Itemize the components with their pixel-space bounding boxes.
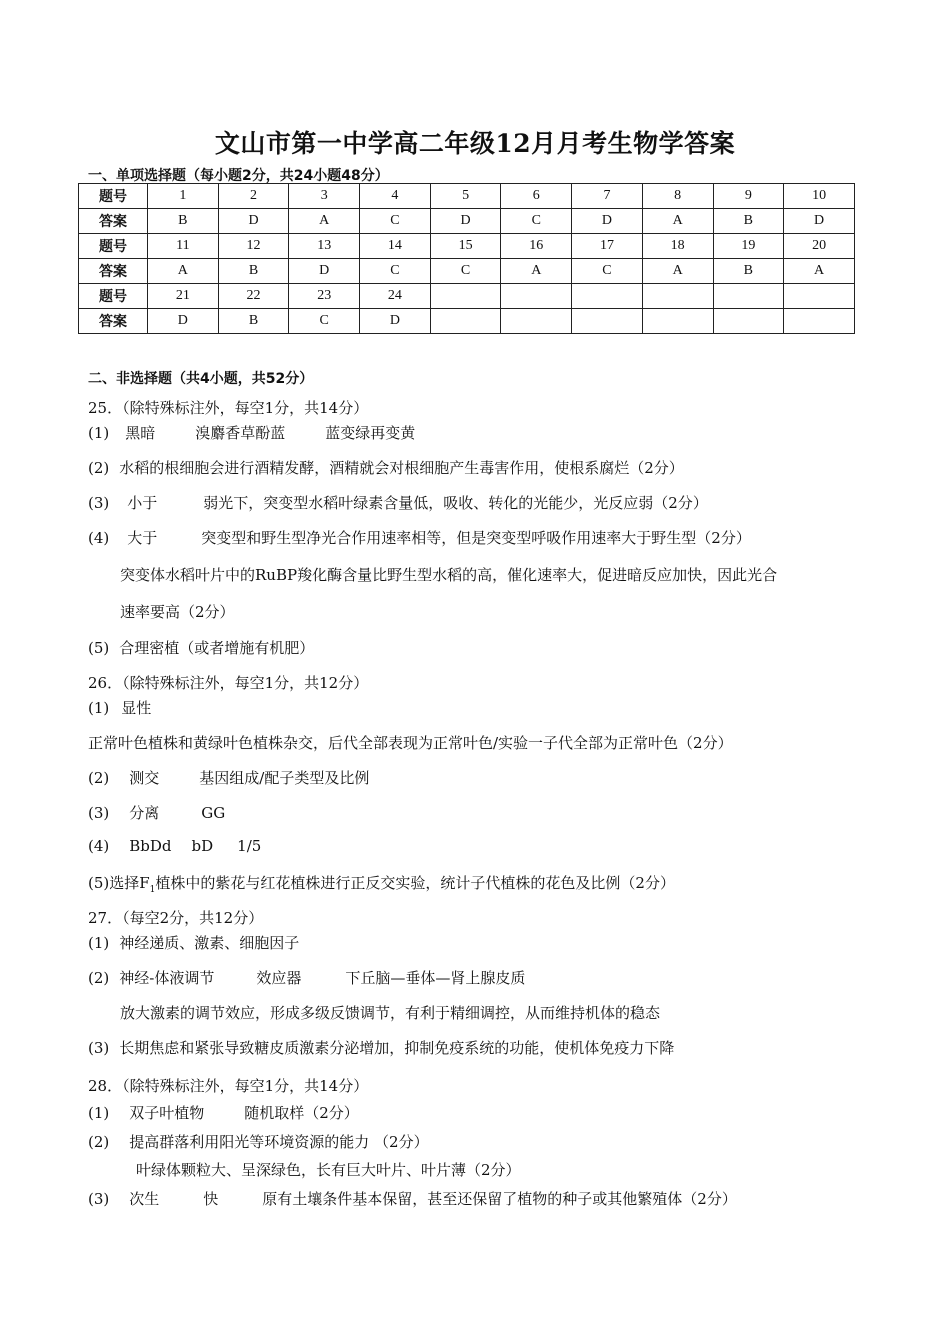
table-row-answers xyxy=(79,259,855,284)
answer-text: 蓝变绿再变黄 xyxy=(325,424,416,442)
answer-text: 随机取样（2分） xyxy=(244,1104,359,1122)
answer-cell: B xyxy=(218,309,289,334)
question-number-cell xyxy=(784,284,855,309)
q26-line3 xyxy=(88,802,225,823)
item-number: (2) xyxy=(88,459,110,477)
question-number-cell: 24 xyxy=(360,284,431,309)
item-number: (5) xyxy=(88,639,110,657)
answer-text: 提高群落利用阳光等环境资源的能力 （2分） xyxy=(129,1133,429,1151)
q25-line2 xyxy=(88,457,684,478)
answer-cell: B xyxy=(713,209,784,234)
question-number-cell: 2 xyxy=(218,184,289,209)
question-number-cell: 16 xyxy=(501,234,572,259)
answer-cell: A xyxy=(642,209,713,234)
answer-text: BbDd xyxy=(129,837,172,855)
q25-head: 25．（除特殊标注外，每空1分，共14分） xyxy=(88,399,369,417)
answer-cell: C xyxy=(501,209,572,234)
answer-text: 双子叶植物 xyxy=(129,1104,205,1122)
item-number: (3) xyxy=(88,1190,110,1208)
question-number-cell: 5 xyxy=(430,184,501,209)
q25-line1 xyxy=(88,422,415,443)
question-number-cell: 14 xyxy=(360,234,431,259)
question-number-cell: 12 xyxy=(218,234,289,259)
q26-head: 26．（除特殊标注外，每空1分，共12分） xyxy=(88,674,369,692)
answer-cell xyxy=(784,309,855,334)
answer-text: 显性 xyxy=(121,699,152,717)
q25-line4b: 突变体水稻叶片中的RuBP羧化酶含量比野生型水稻的高，催化速率大，促进暗反应加快，因此光合 xyxy=(120,566,778,584)
question-number-cell: 13 xyxy=(289,234,360,259)
q25-line3 xyxy=(88,492,708,513)
q28-line3 xyxy=(88,1188,737,1209)
question-number-cell: 22 xyxy=(218,284,289,309)
q26-line2 xyxy=(88,767,369,788)
q25-line4 xyxy=(88,527,751,548)
item-number: (2) xyxy=(88,969,110,987)
question-number-cell: 7 xyxy=(572,184,643,209)
q28-head: 28．（除特殊标注外，每空1分，共14分） xyxy=(88,1077,369,1095)
question-number-cell: 1 xyxy=(148,184,219,209)
question-number-cell: 3 xyxy=(289,184,360,209)
answer-cell: A xyxy=(148,259,219,284)
item-number: (1) xyxy=(88,934,110,952)
answer-cell: D xyxy=(784,209,855,234)
answer-cell: A xyxy=(501,259,572,284)
answer-text: 下丘脑—垂体—肾上腺皮质 xyxy=(345,969,526,987)
item-number: (4) xyxy=(88,837,110,855)
item-number: (1) xyxy=(88,1104,110,1122)
answer-cell xyxy=(501,309,572,334)
item-number: (2) xyxy=(88,769,110,787)
subscript: 1 xyxy=(149,885,156,895)
question-number-cell xyxy=(572,284,643,309)
answer-text: 水稻的根细胞会进行酒精发酵，酒精就会对根细胞产生毒害作用，使根系腐烂（2分） xyxy=(119,459,684,477)
answer-cell xyxy=(572,309,643,334)
answer-text: 神经-体液调节 xyxy=(119,969,215,987)
answer-cell: D xyxy=(360,309,431,334)
question-number-cell xyxy=(713,284,784,309)
answer-cell: C xyxy=(572,259,643,284)
answer-cell: D xyxy=(572,209,643,234)
question-number-cell: 15 xyxy=(430,234,501,259)
q26-line4 xyxy=(88,837,261,855)
question-number-cell xyxy=(642,284,713,309)
answer-text: 溴麝香草酚蓝 xyxy=(195,424,286,442)
q27-line2b: 放大激素的调节效应，形成多级反馈调节，有利于精细调控，从而维持机体的稳态 xyxy=(120,1004,661,1022)
answer-cell: C xyxy=(289,309,360,334)
question-number-cell: 19 xyxy=(713,234,784,259)
answer-text: 长期焦虑和紧张导致糖皮质激素分泌增加，抑制免疫系统的功能，使机体免疫力下降 xyxy=(119,1039,675,1057)
q25-line4c: 速率要高（2分） xyxy=(120,603,235,621)
question-number-cell: 11 xyxy=(148,234,219,259)
q28-line2 xyxy=(88,1131,429,1152)
answer-text: 次生 xyxy=(129,1190,160,1208)
table-row-answers xyxy=(79,209,855,234)
table-row-answers xyxy=(79,309,855,334)
table-row-numbers xyxy=(79,284,855,309)
question-number-cell: 4 xyxy=(360,184,431,209)
answer-text: 神经递质、激素、细胞因子 xyxy=(119,934,300,952)
answer-text: 快 xyxy=(203,1190,219,1208)
item-number: (1) xyxy=(88,424,110,442)
answer-table xyxy=(78,183,855,334)
question-number-cell: 23 xyxy=(289,284,360,309)
answer-cell: C xyxy=(360,259,431,284)
row-label-answer: 答案 xyxy=(79,309,148,334)
q27-line2 xyxy=(88,967,525,988)
answer-text: 小于 xyxy=(127,494,158,512)
item-number: (1) xyxy=(88,699,110,717)
answer-text: 测交 xyxy=(129,769,160,787)
answer-text: GG xyxy=(201,804,226,822)
question-number-cell: 6 xyxy=(501,184,572,209)
section2-heading: 二、非选择题（共4小题，共52分） xyxy=(88,371,314,387)
answer-cell: A xyxy=(289,209,360,234)
question-number-cell: 10 xyxy=(784,184,855,209)
answer-cell: D xyxy=(148,309,219,334)
question-number-cell: 21 xyxy=(148,284,219,309)
table-row-numbers xyxy=(79,234,855,259)
answer-text: 1/5 xyxy=(237,837,262,855)
answer-cell xyxy=(642,309,713,334)
answer-text: 分离 xyxy=(129,804,160,822)
q28-line1 xyxy=(88,1102,359,1123)
question-number-cell: 17 xyxy=(572,234,643,259)
answer-text: 合理密植（或者增施有机肥） xyxy=(119,639,315,657)
answer-text: 突变型和野生型净光合作用速率相等，但是突变型呼吸作用速率大于野生型（2分） xyxy=(201,529,751,547)
question-number-cell xyxy=(430,284,501,309)
answer-cell: C xyxy=(430,259,501,284)
answer-cell: D xyxy=(430,209,501,234)
row-label-number: 题号 xyxy=(79,284,148,309)
answer-cell xyxy=(430,309,501,334)
q27-head: 27．（每空2分，共12分） xyxy=(88,909,264,927)
answer-text: bD xyxy=(191,837,214,855)
item-number: (2) xyxy=(88,1133,110,1151)
answer-cell xyxy=(713,309,784,334)
row-label-answer: 答案 xyxy=(79,259,148,284)
question-number-cell xyxy=(501,284,572,309)
answer-cell: A xyxy=(642,259,713,284)
q27-line3 xyxy=(88,1037,674,1058)
item-number: (3) xyxy=(88,804,110,822)
question-number-cell: 9 xyxy=(713,184,784,209)
page-title: 文山市第一中学高二年级12月月考生物学答案 xyxy=(214,129,736,158)
answer-cell: C xyxy=(360,209,431,234)
section1-heading: 一、单项选择题（每小题2分，共24小题48分） xyxy=(88,168,389,184)
q28-line2b: 叶绿体颗粒大、呈深绿色，长有巨大叶片、叶片薄（2分） xyxy=(136,1161,521,1179)
answer-cell: A xyxy=(784,259,855,284)
answer-cell: B xyxy=(218,259,289,284)
answer-text: 大于 xyxy=(127,529,158,547)
answer-cell: B xyxy=(148,209,219,234)
q26-line1b: 正常叶色植株和黄绿叶色植株杂交，后代全部表现为正常叶色/实验一子代全部为正常叶色（2分） xyxy=(88,734,733,752)
question-number-cell: 18 xyxy=(642,234,713,259)
q26-line1 xyxy=(88,697,151,718)
item-number: (4) xyxy=(88,529,110,547)
answer-text: 原有土壤条件基本保留，甚至还保留了植物的种子或其他繁殖体（2分） xyxy=(262,1190,737,1208)
row-label-number: 题号 xyxy=(79,234,148,259)
answer-cell: B xyxy=(713,259,784,284)
answer-text: 黑暗 xyxy=(125,424,156,442)
answer-cell: D xyxy=(218,209,289,234)
row-label-number: 题号 xyxy=(79,184,148,209)
q25-line5 xyxy=(88,637,314,658)
item-number: (3) xyxy=(88,494,110,512)
q27-line1 xyxy=(88,932,299,953)
answer-text: 弱光下，突变型水稻叶绿素含量低，吸收、转化的光能少，光反应弱（2分） xyxy=(203,494,708,512)
row-label-answer: 答案 xyxy=(79,209,148,234)
q26-line5: (5)选择$F_1$植株中的紫花与红花植株进行正反交实验，统计子代植株的花色及比例（2分） xyxy=(88,874,675,895)
question-number-cell: 8 xyxy=(642,184,713,209)
answer-text: 效应器 xyxy=(256,969,302,987)
table-row-numbers xyxy=(79,184,855,209)
answer-text: 基因组成/配子类型及比例 xyxy=(199,769,370,787)
item-number: (3) xyxy=(88,1039,110,1057)
question-number-cell: 20 xyxy=(784,234,855,259)
answer-cell: D xyxy=(289,259,360,284)
